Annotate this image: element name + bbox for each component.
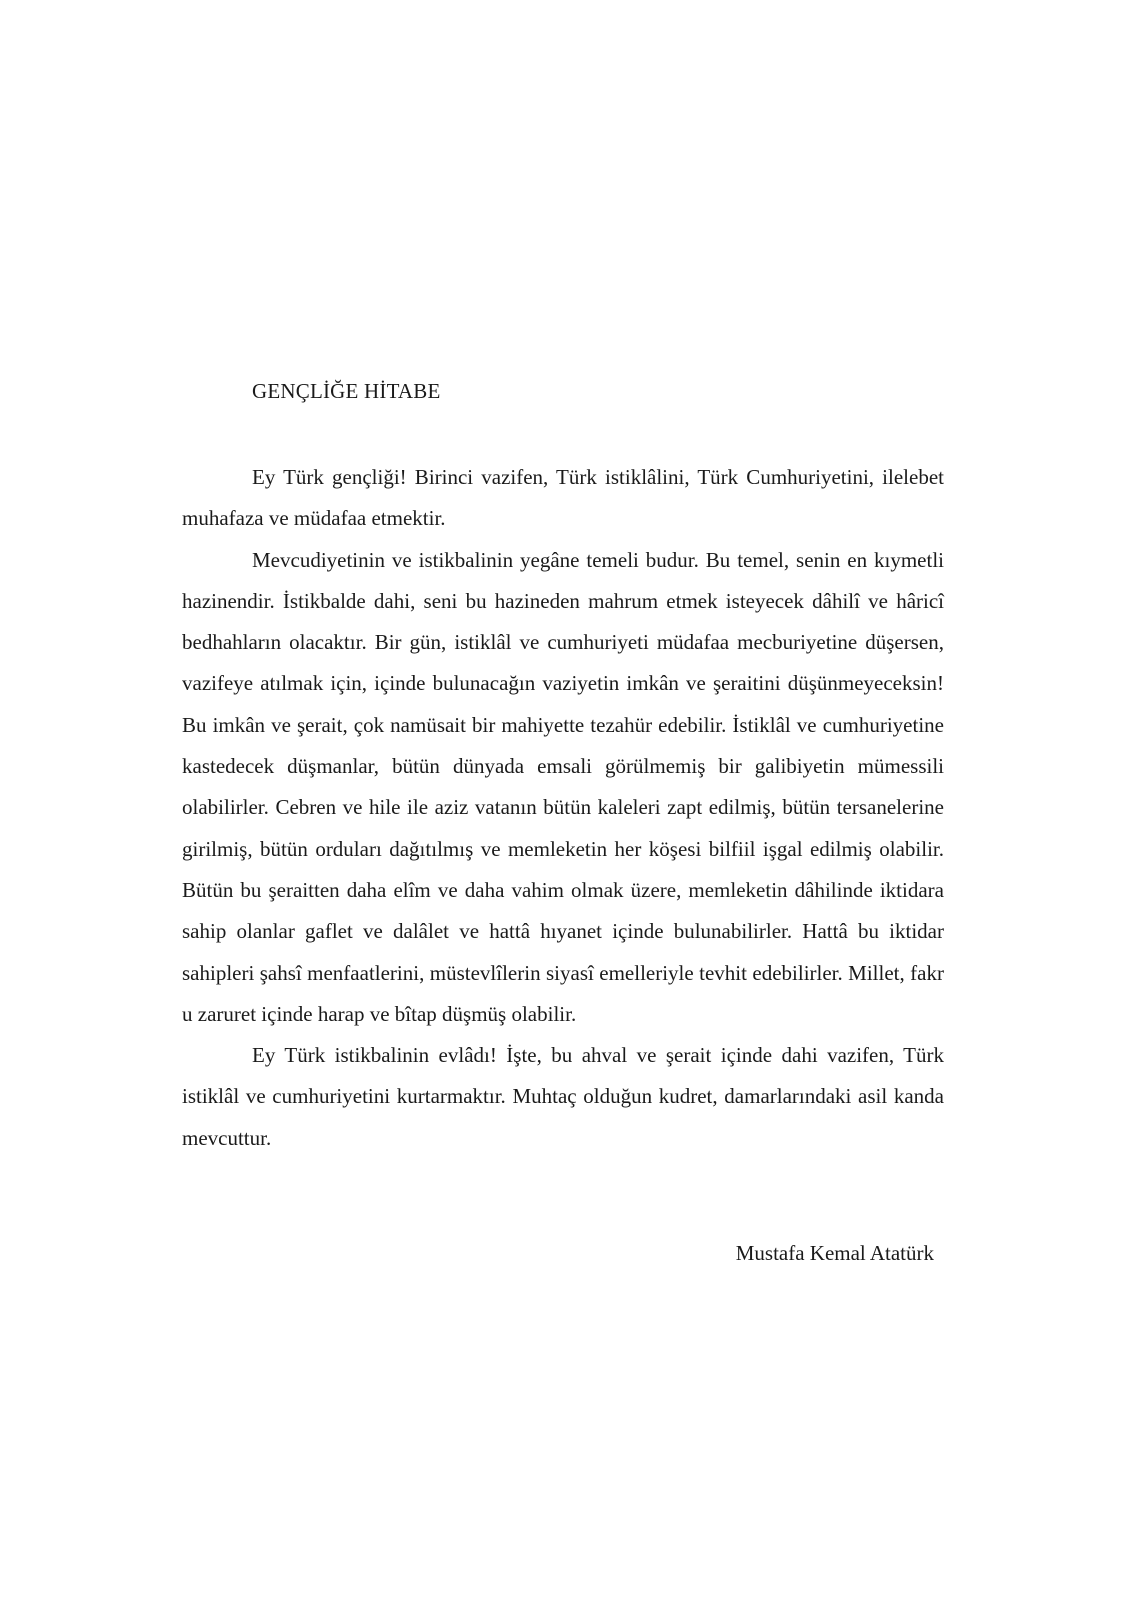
- paragraph-3: Ey Türk istikbalinin evlâdı! İşte, bu ahval ve şerait içinde dahi vazifen, Türk istiklâl ve cumhuriyetini kurtarmaktır. Muhtaç olduğun kudret, damarlarındaki asil kanda mevcuttur.: [182, 1043, 944, 1150]
- paragraph-1: Ey Türk gençliği! Birinci vazifen, Türk istiklâlini, Türk Cumhuriyetini, ilelebet muhafaza ve müdafaa etmektir.: [182, 465, 944, 531]
- paragraph-2: Mevcudiyetinin ve istikbalinin yegâne temeli budur. Bu temel, senin en kıymetli hazinendir. İstikbalde dahi, seni bu hazineden mahrum etmek isteyecek dâhilî ve hâricî bedhahların olacaktır. Bir gün, istiklâl ve cumhuriyeti müdafaa mecburiyetine düşersen, vazifeye atılmak için, içinde bulunacağın vaziyetin imkân ve şeraitini düşünmeyeceksin! Bu imkân ve şerait, çok namüsait bir mahiyette tezahür edebilir. İstiklâl ve cumhuriyetine kastedecek düşmanlar, bütün dünyada emsali görülmemiş bir galibiyetin mümessili olabilirler. Cebren ve hile ile aziz vatanın bütün kaleleri zapt edilmiş, bütün tersanelerine girilmiş, bütün orduları dağıtılmış ve memleketin her köşesi bilfiil işgal edilmiş olabilir. Bütün bu şeraitten daha elîm ve daha vahim olmak üzere, memleketin dâhilinde iktidara sahip olanlar gaflet ve dalâlet ve hattâ hıyanet içinde bulunabilirler. Hattâ bu iktidar sahipleri şahsî menfaatlerini, müstevlîlerin siyasî emelleriyle tevhit edebilirler. Millet, fakr u zaruret içinde harap ve bîtap düşmüş olabilir.: [182, 547, 944, 1026]
- document-body: [182, 457, 944, 1159]
- document-title: GENÇLİĞE HİTABE: [252, 379, 441, 403]
- signature: Mustafa Kemal Atatürk: [735, 1241, 934, 1265]
